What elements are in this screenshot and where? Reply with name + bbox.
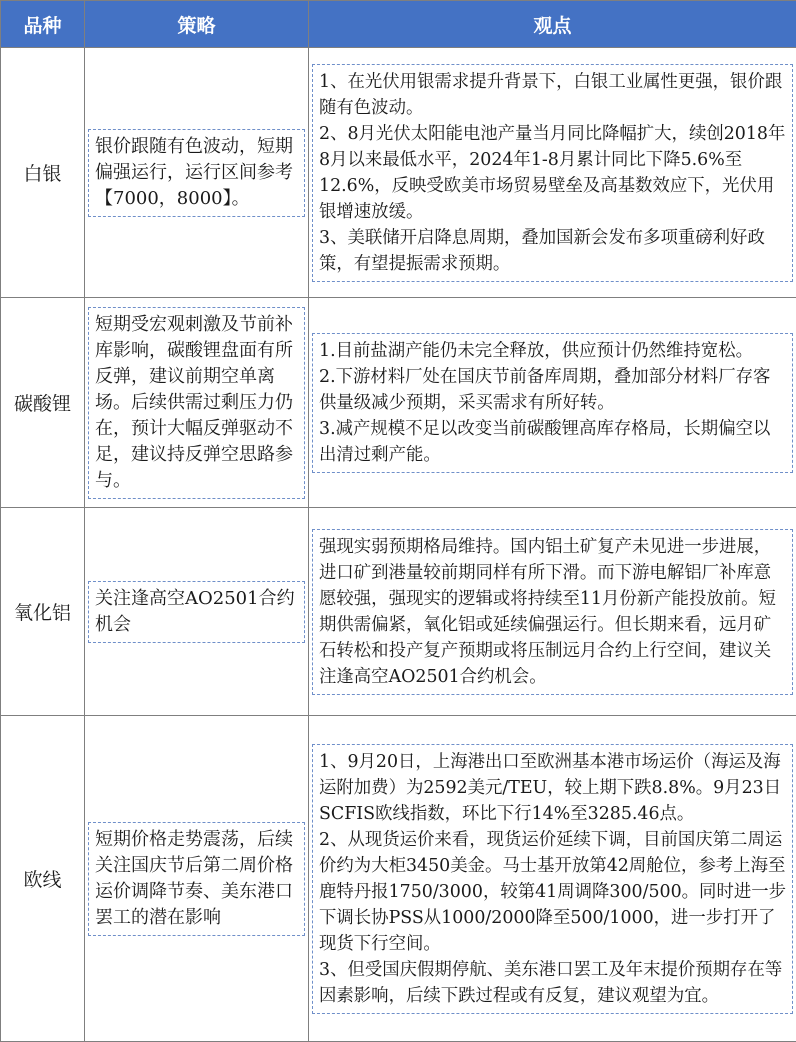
category-cell: 碳酸锂 — [1, 298, 85, 508]
view-point: 2、从现货运价来看，现货运价延续下调，目前国庆第二周运价约为大柜3450美金。马士基开放第42周舱位，参考上海至鹿特丹报1750/3000，较第41周调降300/500。同时进一步下调长协PSS从1000/2000降至500/1000，进一步打开了现货下行空间。 — [319, 827, 786, 957]
view-point: 2.下游材料厂处在国庆节前备库周期，叠加部分材料厂存客供量级减少预期，采买需求有所好转。 — [319, 364, 786, 416]
view-text — [312, 333, 793, 473]
category-cell: 白银 — [1, 48, 85, 298]
view-point: 1、9月20日，上海港出口至欧洲基本港市场运价（海运及海运附加费）为2592美元/TEU，较上期下跌8.8%。9月23日SCFIS欧线指数，环比下行14%至3285.46点。 — [319, 749, 786, 827]
strategy-text: 短期受宏观刺激及节前补库影响，碳酸锂盘面有所反弹，建议前期空单离场。后续供需过剩压力仍在，预计大幅反弹驱动不足，建议持反弹空思路参与。 — [88, 307, 305, 499]
view-point: 1.目前盐湖产能仍未完全释放，供应预计仍然维持宽松。 — [319, 338, 786, 364]
view-point: 3、美联储开启降息周期，叠加国新会发布多项重磅利好政策，有望提振需求预期。 — [319, 225, 786, 277]
table-row — [1, 716, 796, 1042]
table-row — [1, 508, 796, 716]
header-view: 观点 — [309, 1, 796, 48]
view-point: 3、但受国庆假期停航、美东港口罢工及年末提价预期存在等因素影响，后续下跌过程或有反复，建议观望为宜。 — [319, 957, 786, 1009]
strategy-cell — [85, 298, 309, 508]
view-cell — [309, 716, 796, 1042]
view-cell — [309, 48, 796, 298]
view-point: 3.减产规模不足以改变当前碳酸锂高库存格局，长期偏空以出清过剩产能。 — [319, 416, 786, 468]
category-cell: 氧化铝 — [1, 508, 85, 716]
header-strategy: 策略 — [85, 1, 309, 48]
strategy-cell — [85, 508, 309, 716]
view-point: 1、在光伏用银需求提升背景下，白银工业属性更强，银价跟随有色波动。 — [319, 69, 786, 121]
strategy-text: 银价跟随有色波动，短期偏强运行，运行区间参考【7000，8000】。 — [88, 129, 305, 217]
table-row — [1, 298, 796, 508]
view-cell — [309, 298, 796, 508]
view-point: 2、8月光伏太阳能电池产量当月同比降幅扩大，续创2018年8月以来最低水平，2024年1-8月累计同比下降5.6%至12.6%，反映受欧美市场贸易壁垒及高基数效应下，光伏用银增速放缓。 — [319, 121, 786, 225]
header-category: 品种 — [1, 1, 85, 48]
view-text — [312, 744, 793, 1014]
header-row — [1, 1, 796, 48]
strategy-text: 关注逢高空AO2501合约机会 — [88, 581, 305, 643]
view-point: 强现实弱预期格局维持。国内铝土矿复产未见进一步进展，进口矿到港量较前期同样有所下滑。而下游电解铝厂补库意愿较强，强现实的逻辑或将持续至11月份新产能投放前。短期供需偏紧，氧化铝或延续偏强运行。但长期来看，远月矿石转松和投产复产预期或将压制远月合约上行空间，建议关注逢高空AO2501合约机会。 — [319, 534, 786, 690]
view-text — [312, 64, 793, 282]
strategy-cell — [85, 48, 309, 298]
strategy-cell — [85, 716, 309, 1042]
table-row — [1, 48, 796, 298]
view-cell — [309, 508, 796, 716]
category-cell: 欧线 — [1, 716, 85, 1042]
view-text — [312, 529, 793, 695]
strategy-text: 短期价格走势震荡，后续关注国庆节后第二周价格运价调降节奏、美东港口罢工的潜在影响 — [88, 822, 305, 936]
